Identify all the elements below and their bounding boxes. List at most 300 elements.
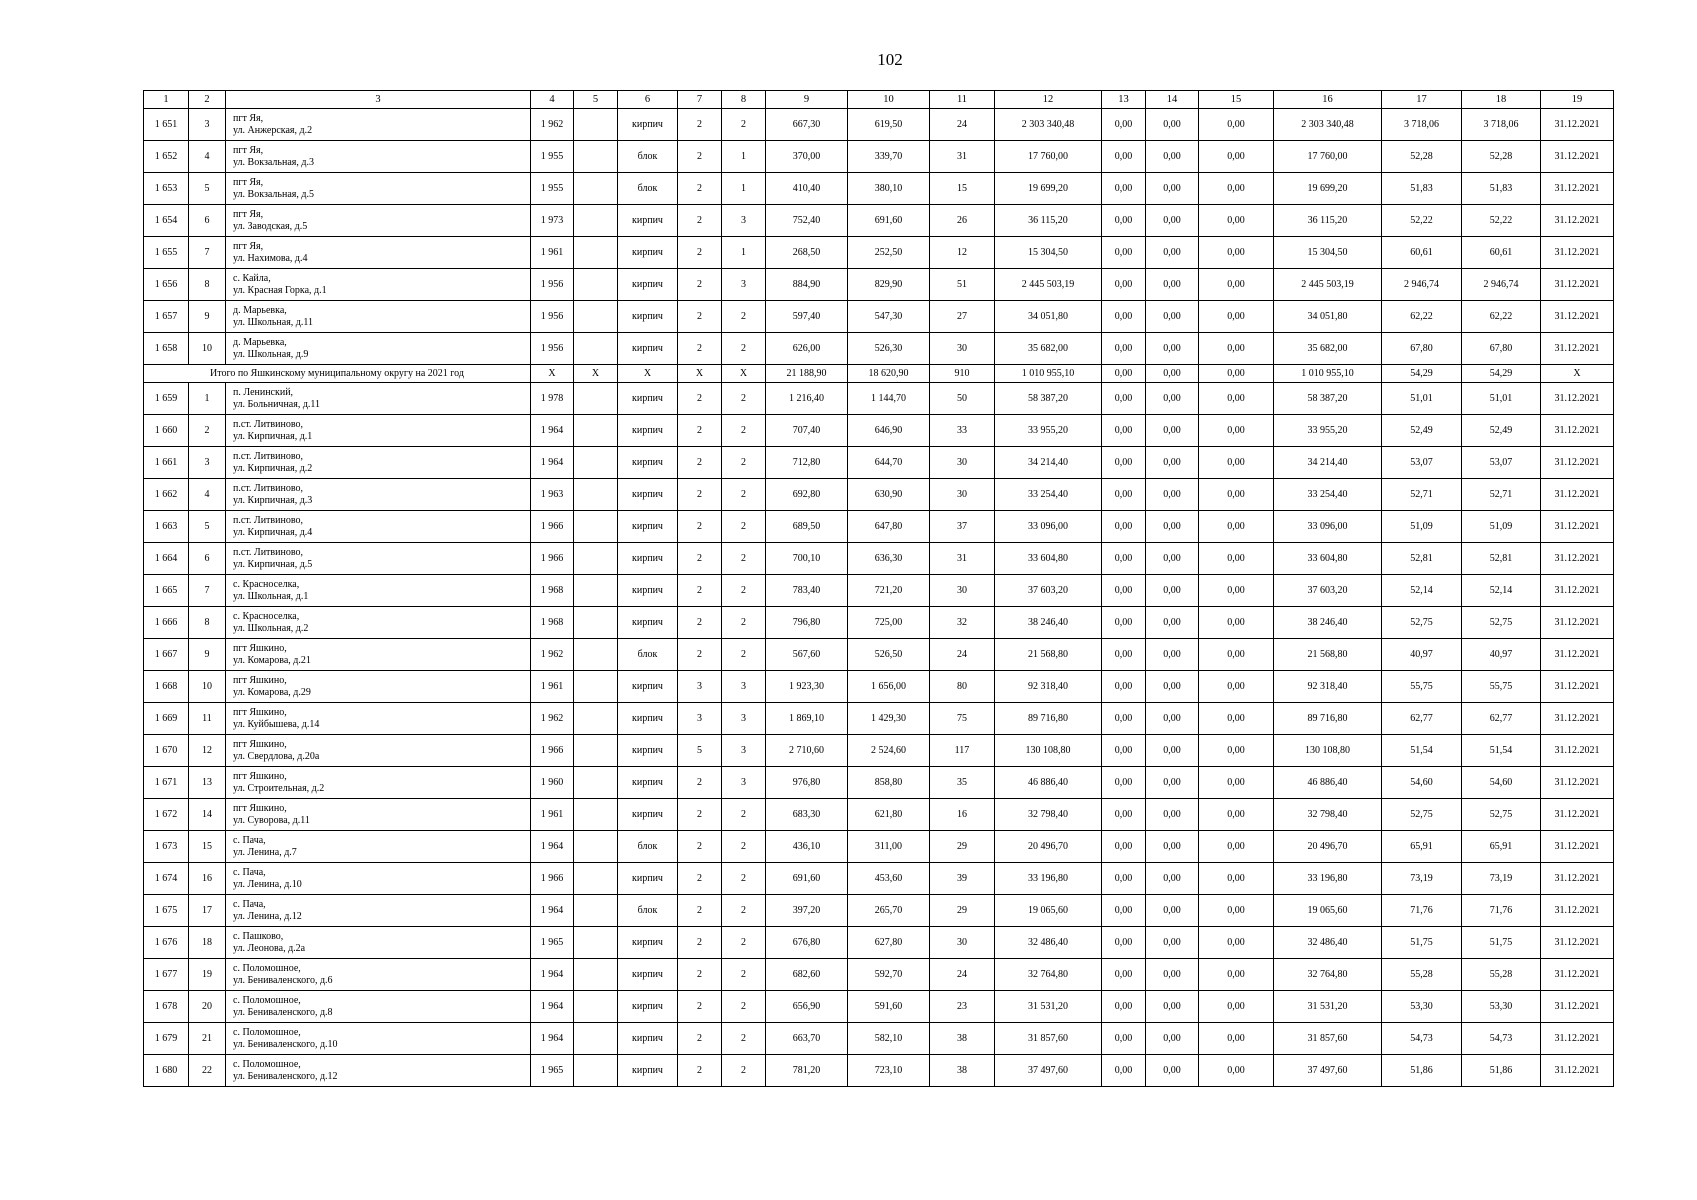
max-unit-cost-cell: 52,75 bbox=[1462, 607, 1541, 639]
total-value-cell: X bbox=[722, 365, 766, 383]
local-number-cell: 5 bbox=[189, 511, 226, 543]
address-cell bbox=[226, 1023, 531, 1055]
unit-cost-cell: 53,30 bbox=[1382, 991, 1462, 1023]
total-area-cell: 397,20 bbox=[766, 895, 848, 927]
local-budget-cost-cell: 0,00 bbox=[1199, 607, 1274, 639]
floors-cell: 2 bbox=[678, 991, 722, 1023]
living-area-cell: 592,70 bbox=[848, 959, 930, 991]
address-cell bbox=[226, 447, 531, 479]
max-unit-cost-cell: 51,09 bbox=[1462, 511, 1541, 543]
local-budget-cost-cell: 0,00 bbox=[1199, 237, 1274, 269]
address-cell bbox=[226, 799, 531, 831]
budget-cost-cell: 0,00 bbox=[1146, 1023, 1199, 1055]
address-locality: п.ст. Литвиново, bbox=[233, 514, 303, 526]
address-street: ул. Заводская, д.5 bbox=[233, 220, 308, 232]
table-row bbox=[144, 1023, 1614, 1055]
owner-funds-cell: 17 760,00 bbox=[1274, 141, 1382, 173]
deadline-cell: 31.12.2021 bbox=[1541, 109, 1614, 141]
residents-cell: 30 bbox=[930, 927, 995, 959]
unit-cost-cell: 51,54 bbox=[1382, 735, 1462, 767]
total-area-cell: 2 710,60 bbox=[766, 735, 848, 767]
row-number-cell: 1 673 bbox=[144, 831, 189, 863]
wall-material-cell: кирпич bbox=[618, 991, 678, 1023]
address-cell bbox=[226, 1055, 531, 1087]
row-number-cell: 1 659 bbox=[144, 383, 189, 415]
year-commissioned-cell bbox=[574, 767, 618, 799]
total-cost-cell: 35 682,00 bbox=[995, 333, 1102, 365]
owner-funds-cell: 33 254,40 bbox=[1274, 479, 1382, 511]
floors-cell: 2 bbox=[678, 831, 722, 863]
total-cost-cell: 92 318,40 bbox=[995, 671, 1102, 703]
total-row bbox=[144, 365, 1614, 383]
address-cell bbox=[226, 333, 531, 365]
living-area-cell: 582,10 bbox=[848, 1023, 930, 1055]
row-number-cell: 1 676 bbox=[144, 927, 189, 959]
wall-material-cell: кирпич bbox=[618, 1055, 678, 1087]
column-number-header-row bbox=[144, 91, 1614, 109]
year-commissioned-cell bbox=[574, 301, 618, 333]
address-locality: с. Красноселка, bbox=[233, 578, 300, 590]
max-unit-cost-cell: 52,14 bbox=[1462, 575, 1541, 607]
local-number-cell: 6 bbox=[189, 205, 226, 237]
wall-material-cell: блок bbox=[618, 639, 678, 671]
owner-funds-cell: 20 496,70 bbox=[1274, 831, 1382, 863]
entrances-cell: 2 bbox=[722, 1055, 766, 1087]
row-number-cell: 1 660 bbox=[144, 415, 189, 447]
residents-cell: 51 bbox=[930, 269, 995, 301]
deadline-cell: 31.12.2021 bbox=[1541, 479, 1614, 511]
address-locality: с. Пача, bbox=[233, 898, 266, 910]
living-area-cell: 453,60 bbox=[848, 863, 930, 895]
address-cell bbox=[226, 895, 531, 927]
total-label-cell: Итого по Яшкинскому муниципальному округу на 2021 год bbox=[144, 365, 531, 383]
floors-cell: 2 bbox=[678, 511, 722, 543]
address-locality: с. Поломошное, bbox=[233, 1058, 301, 1070]
unit-cost-cell: 73,19 bbox=[1382, 863, 1462, 895]
local-number-cell: 3 bbox=[189, 447, 226, 479]
living-area-cell: 526,30 bbox=[848, 333, 930, 365]
budget-cost-cell: 0,00 bbox=[1146, 237, 1199, 269]
fund-cost-cell: 0,00 bbox=[1102, 237, 1146, 269]
budget-cost-cell: 0,00 bbox=[1146, 301, 1199, 333]
budget-cost-cell: 0,00 bbox=[1146, 831, 1199, 863]
total-area-cell: 436,10 bbox=[766, 831, 848, 863]
budget-cost-cell: 0,00 bbox=[1146, 799, 1199, 831]
local-number-cell: 18 bbox=[189, 927, 226, 959]
owner-funds-cell: 34 214,40 bbox=[1274, 447, 1382, 479]
year-commissioned-cell bbox=[574, 927, 618, 959]
entrances-cell: 3 bbox=[722, 735, 766, 767]
max-unit-cost-cell: 73,19 bbox=[1462, 863, 1541, 895]
max-unit-cost-cell: 3 718,06 bbox=[1462, 109, 1541, 141]
wall-material-cell: кирпич bbox=[618, 863, 678, 895]
total-value-cell: 18 620,90 bbox=[848, 365, 930, 383]
table-row bbox=[144, 109, 1614, 141]
address-street: ул. Школьная, д.11 bbox=[233, 316, 314, 328]
row-number-cell: 1 670 bbox=[144, 735, 189, 767]
floors-cell: 2 bbox=[678, 799, 722, 831]
address-cell bbox=[226, 991, 531, 1023]
year-commissioned-cell bbox=[574, 991, 618, 1023]
unit-cost-cell: 3 718,06 bbox=[1382, 109, 1462, 141]
local-budget-cost-cell: 0,00 bbox=[1199, 703, 1274, 735]
entrances-cell: 2 bbox=[722, 799, 766, 831]
floors-cell: 2 bbox=[678, 895, 722, 927]
floors-cell: 5 bbox=[678, 735, 722, 767]
year-built-cell: 1 955 bbox=[531, 173, 574, 205]
fund-cost-cell: 0,00 bbox=[1102, 639, 1146, 671]
total-cost-cell: 32 798,40 bbox=[995, 799, 1102, 831]
unit-cost-cell: 40,97 bbox=[1382, 639, 1462, 671]
deadline-cell: 31.12.2021 bbox=[1541, 639, 1614, 671]
total-cost-cell: 31 857,60 bbox=[995, 1023, 1102, 1055]
deadline-cell: 31.12.2021 bbox=[1541, 959, 1614, 991]
local-budget-cost-cell: 0,00 bbox=[1199, 639, 1274, 671]
owner-funds-cell: 58 387,20 bbox=[1274, 383, 1382, 415]
row-number-cell: 1 669 bbox=[144, 703, 189, 735]
fund-cost-cell: 0,00 bbox=[1102, 511, 1146, 543]
wall-material-cell: кирпич bbox=[618, 479, 678, 511]
unit-cost-cell: 54,60 bbox=[1382, 767, 1462, 799]
table-row bbox=[144, 671, 1614, 703]
deadline-cell: 31.12.2021 bbox=[1541, 173, 1614, 205]
wall-material-cell: кирпич bbox=[618, 383, 678, 415]
budget-cost-cell: 0,00 bbox=[1146, 269, 1199, 301]
address-cell bbox=[226, 767, 531, 799]
total-area-cell: 410,40 bbox=[766, 173, 848, 205]
total-cost-cell: 32 486,40 bbox=[995, 927, 1102, 959]
max-unit-cost-cell: 51,54 bbox=[1462, 735, 1541, 767]
living-area-cell: 647,80 bbox=[848, 511, 930, 543]
address-street: ул. Анжерская, д.2 bbox=[233, 124, 313, 136]
local-number-cell: 14 bbox=[189, 799, 226, 831]
living-area-cell: 630,90 bbox=[848, 479, 930, 511]
total-area-cell: 712,80 bbox=[766, 447, 848, 479]
wall-material-cell: блок bbox=[618, 173, 678, 205]
residents-cell: 27 bbox=[930, 301, 995, 333]
residents-cell: 30 bbox=[930, 333, 995, 365]
owner-funds-cell: 130 108,80 bbox=[1274, 735, 1382, 767]
entrances-cell: 3 bbox=[722, 269, 766, 301]
local-budget-cost-cell: 0,00 bbox=[1199, 383, 1274, 415]
year-commissioned-cell bbox=[574, 735, 618, 767]
total-value-cell: 0,00 bbox=[1146, 365, 1199, 383]
entrances-cell: 2 bbox=[722, 639, 766, 671]
year-built-cell: 1 956 bbox=[531, 269, 574, 301]
max-unit-cost-cell: 2 946,74 bbox=[1462, 269, 1541, 301]
fund-cost-cell: 0,00 bbox=[1102, 301, 1146, 333]
table-row bbox=[144, 703, 1614, 735]
column-number-cell: 5 bbox=[574, 91, 618, 109]
floors-cell: 2 bbox=[678, 269, 722, 301]
wall-material-cell: блок bbox=[618, 831, 678, 863]
deadline-cell: 31.12.2021 bbox=[1541, 237, 1614, 269]
unit-cost-cell: 62,22 bbox=[1382, 301, 1462, 333]
fund-cost-cell: 0,00 bbox=[1102, 479, 1146, 511]
floors-cell: 2 bbox=[678, 1055, 722, 1087]
max-unit-cost-cell: 53,30 bbox=[1462, 991, 1541, 1023]
year-commissioned-cell bbox=[574, 575, 618, 607]
page-number: 102 bbox=[877, 50, 903, 69]
fund-cost-cell: 0,00 bbox=[1102, 333, 1146, 365]
year-commissioned-cell bbox=[574, 109, 618, 141]
total-value-cell: 21 188,90 bbox=[766, 365, 848, 383]
residents-cell: 38 bbox=[930, 1055, 995, 1087]
fund-cost-cell: 0,00 bbox=[1102, 767, 1146, 799]
column-number-cell: 13 bbox=[1102, 91, 1146, 109]
fund-cost-cell: 0,00 bbox=[1102, 415, 1146, 447]
owner-funds-cell: 31 857,60 bbox=[1274, 1023, 1382, 1055]
column-number-cell: 18 bbox=[1462, 91, 1541, 109]
deadline-cell: 31.12.2021 bbox=[1541, 607, 1614, 639]
table-row bbox=[144, 959, 1614, 991]
year-commissioned-cell bbox=[574, 831, 618, 863]
floors-cell: 2 bbox=[678, 767, 722, 799]
address-locality: пгт Яя, bbox=[233, 240, 264, 252]
residents-cell: 30 bbox=[930, 575, 995, 607]
deadline-cell: 31.12.2021 bbox=[1541, 269, 1614, 301]
max-unit-cost-cell: 52,22 bbox=[1462, 205, 1541, 237]
total-cost-cell: 2 303 340,48 bbox=[995, 109, 1102, 141]
fund-cost-cell: 0,00 bbox=[1102, 863, 1146, 895]
year-commissioned-cell bbox=[574, 205, 618, 237]
local-budget-cost-cell: 0,00 bbox=[1199, 447, 1274, 479]
row-number-cell: 1 651 bbox=[144, 109, 189, 141]
total-cost-cell: 33 096,00 bbox=[995, 511, 1102, 543]
local-budget-cost-cell: 0,00 bbox=[1199, 333, 1274, 365]
fund-cost-cell: 0,00 bbox=[1102, 575, 1146, 607]
total-area-cell: 597,40 bbox=[766, 301, 848, 333]
floors-cell: 3 bbox=[678, 671, 722, 703]
table-row bbox=[144, 767, 1614, 799]
floors-cell: 2 bbox=[678, 447, 722, 479]
local-budget-cost-cell: 0,00 bbox=[1199, 1055, 1274, 1087]
fund-cost-cell: 0,00 bbox=[1102, 543, 1146, 575]
wall-material-cell: кирпич bbox=[618, 1023, 678, 1055]
owner-funds-cell: 38 246,40 bbox=[1274, 607, 1382, 639]
row-number-cell: 1 654 bbox=[144, 205, 189, 237]
total-area-cell: 667,30 bbox=[766, 109, 848, 141]
owner-funds-cell: 33 955,20 bbox=[1274, 415, 1382, 447]
entrances-cell: 2 bbox=[722, 333, 766, 365]
year-commissioned-cell bbox=[574, 543, 618, 575]
residents-cell: 12 bbox=[930, 237, 995, 269]
deadline-cell: 31.12.2021 bbox=[1541, 575, 1614, 607]
table-row bbox=[144, 575, 1614, 607]
year-built-cell: 1 978 bbox=[531, 383, 574, 415]
entrances-cell: 1 bbox=[722, 141, 766, 173]
table-row bbox=[144, 607, 1614, 639]
housing-registry-table bbox=[143, 90, 1614, 1087]
total-cost-cell: 21 568,80 bbox=[995, 639, 1102, 671]
local-number-cell: 10 bbox=[189, 333, 226, 365]
fund-cost-cell: 0,00 bbox=[1102, 269, 1146, 301]
local-number-cell: 6 bbox=[189, 543, 226, 575]
local-number-cell: 4 bbox=[189, 479, 226, 511]
budget-cost-cell: 0,00 bbox=[1146, 671, 1199, 703]
address-street: ул. Куйбышева, д.14 bbox=[233, 718, 320, 730]
entrances-cell: 2 bbox=[722, 831, 766, 863]
max-unit-cost-cell: 60,61 bbox=[1462, 237, 1541, 269]
address-locality: с. Пача, bbox=[233, 866, 266, 878]
living-area-cell: 646,90 bbox=[848, 415, 930, 447]
table-row bbox=[144, 735, 1614, 767]
unit-cost-cell: 62,77 bbox=[1382, 703, 1462, 735]
row-number-cell: 1 666 bbox=[144, 607, 189, 639]
total-cost-cell: 33 196,80 bbox=[995, 863, 1102, 895]
owner-funds-cell: 33 196,80 bbox=[1274, 863, 1382, 895]
column-number-cell: 11 bbox=[930, 91, 995, 109]
column-number-cell: 12 bbox=[995, 91, 1102, 109]
residents-cell: 31 bbox=[930, 543, 995, 575]
year-commissioned-cell bbox=[574, 141, 618, 173]
total-value-cell: X bbox=[1541, 365, 1614, 383]
deadline-cell: 31.12.2021 bbox=[1541, 333, 1614, 365]
year-commissioned-cell bbox=[574, 479, 618, 511]
unit-cost-cell: 55,75 bbox=[1382, 671, 1462, 703]
residents-cell: 50 bbox=[930, 383, 995, 415]
unit-cost-cell: 52,71 bbox=[1382, 479, 1462, 511]
max-unit-cost-cell: 40,97 bbox=[1462, 639, 1541, 671]
total-value-cell: 54,29 bbox=[1382, 365, 1462, 383]
address-cell bbox=[226, 415, 531, 447]
address-street: ул. Комарова, д.29 bbox=[233, 686, 311, 698]
unit-cost-cell: 52,22 bbox=[1382, 205, 1462, 237]
local-number-cell: 21 bbox=[189, 1023, 226, 1055]
unit-cost-cell: 51,75 bbox=[1382, 927, 1462, 959]
residents-cell: 30 bbox=[930, 479, 995, 511]
deadline-cell: 31.12.2021 bbox=[1541, 1055, 1614, 1087]
address-street: ул. Кирпичная, д.5 bbox=[233, 558, 313, 570]
address-cell bbox=[226, 927, 531, 959]
living-area-cell: 858,80 bbox=[848, 767, 930, 799]
row-number-cell: 1 653 bbox=[144, 173, 189, 205]
year-built-cell: 1 968 bbox=[531, 575, 574, 607]
local-budget-cost-cell: 0,00 bbox=[1199, 511, 1274, 543]
address-street: ул. Нахимова, д.4 bbox=[233, 252, 308, 264]
address-locality: п.ст. Литвиново, bbox=[233, 482, 303, 494]
floors-cell: 2 bbox=[678, 333, 722, 365]
max-unit-cost-cell: 52,28 bbox=[1462, 141, 1541, 173]
row-number-cell: 1 655 bbox=[144, 237, 189, 269]
budget-cost-cell: 0,00 bbox=[1146, 735, 1199, 767]
address-cell bbox=[226, 671, 531, 703]
table-row bbox=[144, 1055, 1614, 1087]
year-commissioned-cell bbox=[574, 415, 618, 447]
living-area-cell: 1 429,30 bbox=[848, 703, 930, 735]
column-number-cell: 17 bbox=[1382, 91, 1462, 109]
residents-cell: 29 bbox=[930, 895, 995, 927]
address-locality: с. Красноселка, bbox=[233, 610, 300, 622]
entrances-cell: 2 bbox=[722, 991, 766, 1023]
total-value-cell: X bbox=[618, 365, 678, 383]
total-cost-cell: 31 531,20 bbox=[995, 991, 1102, 1023]
local-number-cell: 4 bbox=[189, 141, 226, 173]
address-cell bbox=[226, 959, 531, 991]
wall-material-cell: кирпич bbox=[618, 269, 678, 301]
address-street: ул. Комарова, д.21 bbox=[233, 654, 311, 666]
address-street: ул. Ленина, д.12 bbox=[233, 910, 302, 922]
table-row bbox=[144, 639, 1614, 671]
local-number-cell: 20 bbox=[189, 991, 226, 1023]
column-number-cell: 2 bbox=[189, 91, 226, 109]
local-budget-cost-cell: 0,00 bbox=[1199, 735, 1274, 767]
floors-cell: 2 bbox=[678, 959, 722, 991]
fund-cost-cell: 0,00 bbox=[1102, 109, 1146, 141]
fund-cost-cell: 0,00 bbox=[1102, 959, 1146, 991]
address-locality: пгт Яшкино, bbox=[233, 706, 287, 718]
floors-cell: 2 bbox=[678, 237, 722, 269]
year-built-cell: 1 962 bbox=[531, 109, 574, 141]
budget-cost-cell: 0,00 bbox=[1146, 703, 1199, 735]
total-cost-cell: 89 716,80 bbox=[995, 703, 1102, 735]
deadline-cell: 31.12.2021 bbox=[1541, 767, 1614, 799]
year-built-cell: 1 964 bbox=[531, 447, 574, 479]
total-area-cell: 692,80 bbox=[766, 479, 848, 511]
unit-cost-cell: 52,14 bbox=[1382, 575, 1462, 607]
floors-cell: 2 bbox=[678, 639, 722, 671]
fund-cost-cell: 0,00 bbox=[1102, 703, 1146, 735]
local-number-cell: 10 bbox=[189, 671, 226, 703]
local-number-cell: 7 bbox=[189, 237, 226, 269]
row-number-cell: 1 672 bbox=[144, 799, 189, 831]
max-unit-cost-cell: 51,83 bbox=[1462, 173, 1541, 205]
year-commissioned-cell bbox=[574, 237, 618, 269]
row-number-cell: 1 663 bbox=[144, 511, 189, 543]
table-row bbox=[144, 415, 1614, 447]
living-area-cell: 2 524,60 bbox=[848, 735, 930, 767]
table-row bbox=[144, 269, 1614, 301]
table-row bbox=[144, 863, 1614, 895]
max-unit-cost-cell: 67,80 bbox=[1462, 333, 1541, 365]
total-area-cell: 656,90 bbox=[766, 991, 848, 1023]
max-unit-cost-cell: 51,01 bbox=[1462, 383, 1541, 415]
budget-cost-cell: 0,00 bbox=[1146, 511, 1199, 543]
row-number-cell: 1 665 bbox=[144, 575, 189, 607]
address-locality: с. Пача, bbox=[233, 834, 266, 846]
address-street: ул. Строительная, д.2 bbox=[233, 782, 325, 794]
local-number-cell: 13 bbox=[189, 767, 226, 799]
year-built-cell: 1 956 bbox=[531, 333, 574, 365]
wall-material-cell: кирпич bbox=[618, 415, 678, 447]
year-commissioned-cell bbox=[574, 607, 618, 639]
entrances-cell: 2 bbox=[722, 301, 766, 333]
unit-cost-cell: 71,76 bbox=[1382, 895, 1462, 927]
budget-cost-cell: 0,00 bbox=[1146, 447, 1199, 479]
address-street: ул. Школьная, д.1 bbox=[233, 590, 309, 602]
total-cost-cell: 20 496,70 bbox=[995, 831, 1102, 863]
max-unit-cost-cell: 62,77 bbox=[1462, 703, 1541, 735]
total-area-cell: 700,10 bbox=[766, 543, 848, 575]
table-row bbox=[144, 333, 1614, 365]
residents-cell: 38 bbox=[930, 1023, 995, 1055]
address-street: ул. Кирпичная, д.2 bbox=[233, 462, 313, 474]
total-value-cell: 0,00 bbox=[1102, 365, 1146, 383]
floors-cell: 2 bbox=[678, 863, 722, 895]
deadline-cell: 31.12.2021 bbox=[1541, 799, 1614, 831]
max-unit-cost-cell: 51,86 bbox=[1462, 1055, 1541, 1087]
total-value-cell: 910 bbox=[930, 365, 995, 383]
local-number-cell: 5 bbox=[189, 173, 226, 205]
total-area-cell: 268,50 bbox=[766, 237, 848, 269]
wall-material-cell: кирпич bbox=[618, 703, 678, 735]
address-locality: пгт Яшкино, bbox=[233, 802, 287, 814]
unit-cost-cell: 51,09 bbox=[1382, 511, 1462, 543]
unit-cost-cell: 52,75 bbox=[1382, 799, 1462, 831]
unit-cost-cell: 52,28 bbox=[1382, 141, 1462, 173]
unit-cost-cell: 52,49 bbox=[1382, 415, 1462, 447]
owner-funds-cell: 32 486,40 bbox=[1274, 927, 1382, 959]
